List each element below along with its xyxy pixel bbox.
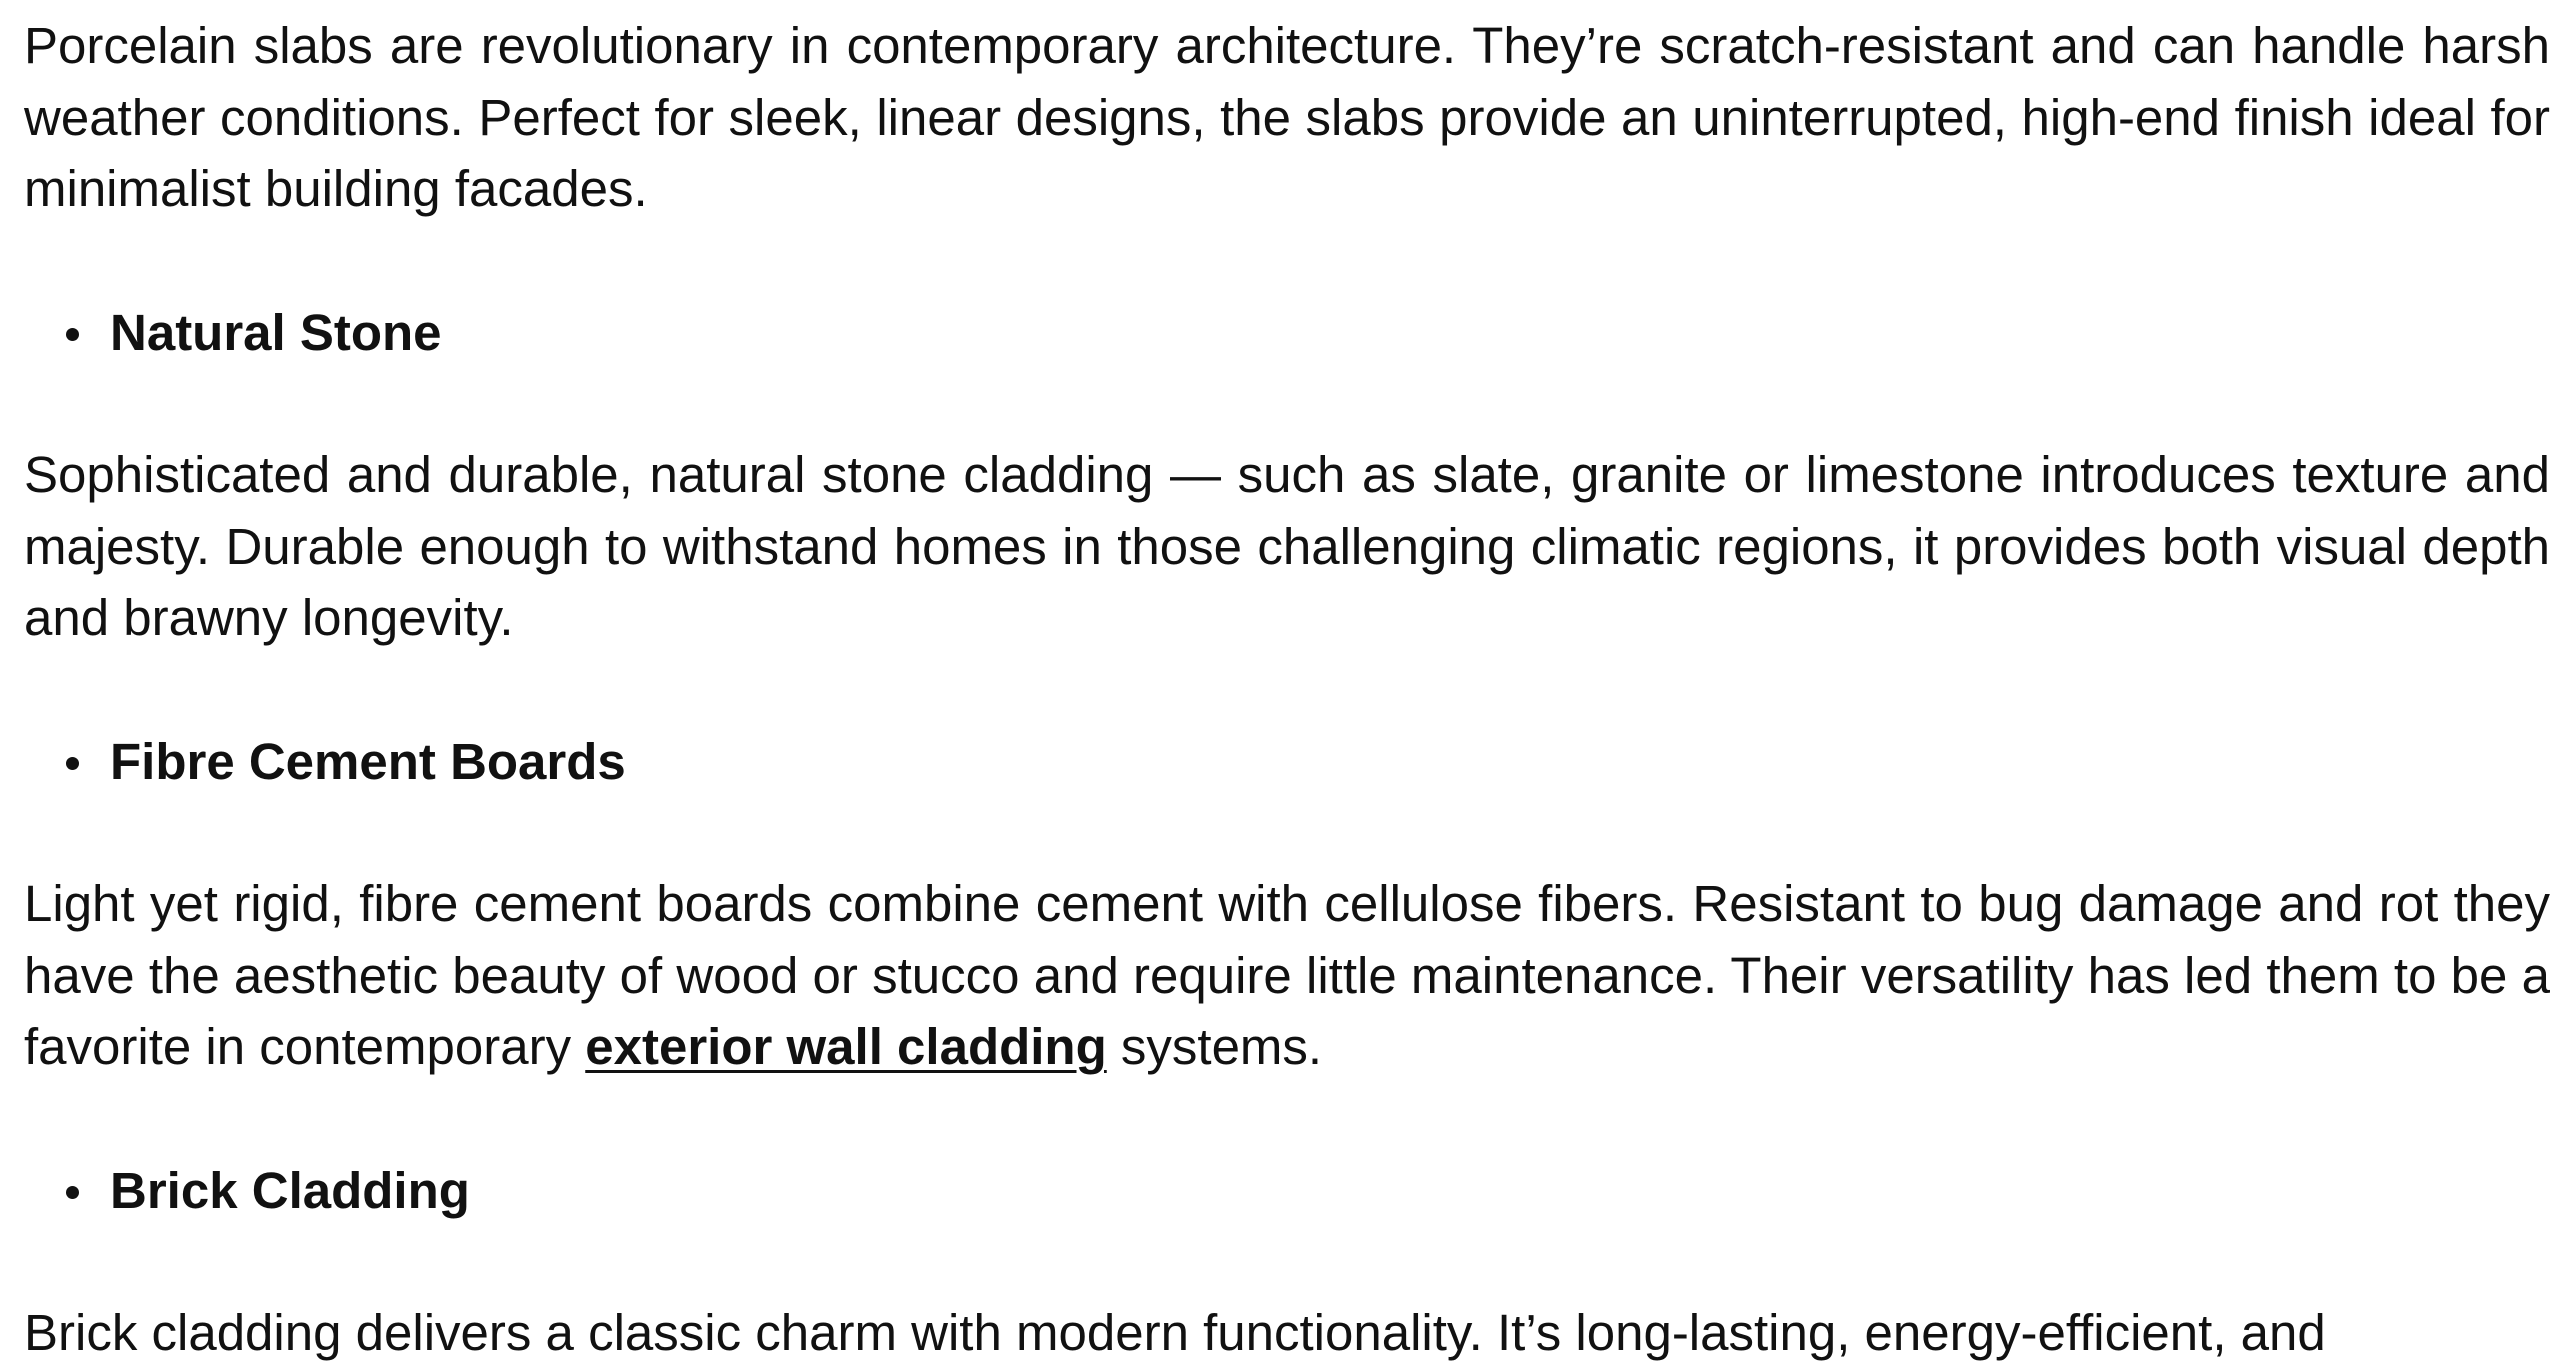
porcelain-paragraph: Porcelain slabs are revolutionary in contemporary architecture. They’re scratch-resistant and can handle harsh weather conditions. Perfect for sleek, linear designs, the slabs provide an uninterrupted, high-end finish ideal for minimalist building facades. — [24, 17, 2550, 217]
heading-label: Fibre Cement Boards — [110, 732, 626, 790]
brick-cladding-paragraph: Brick cladding delivers a classic charm with modern functionality. It’s long-lasting, energy-efficient, and — [24, 1304, 2326, 1361]
paragraph-text: systems. — [1106, 1018, 1323, 1075]
heading-brick-cladding — [24, 1155, 2550, 1227]
fibre-cement-paragraph — [24, 868, 2550, 1083]
bullet-icon — [66, 757, 79, 770]
bullet-icon — [66, 328, 79, 341]
spacer — [24, 225, 2550, 297]
article-content — [24, 10, 2550, 1369]
spacer — [24, 368, 2550, 439]
heading-list — [24, 1155, 2550, 1227]
spacer — [24, 797, 2550, 868]
paragraph-text: Light yet rigid, fibre cement boards combine cement with cellulose fibers. Resistant to bug damage and rot they have the aesthetic beauty of wood or stucco and require little maintenance. Their versatility has led them to be a favorite in contemporary — [24, 875, 2550, 1075]
bullet-icon — [66, 1186, 79, 1199]
heading-natural-stone — [24, 297, 2550, 369]
natural-stone-paragraph: Sophisticated and durable, natural stone cladding — such as slate, granite or limestone introduces texture and majesty. Durable enough to withstand homes in those challenging climatic regions, it provides both visual depth and brawny longevity. — [24, 446, 2550, 646]
heading-label: Natural Stone — [110, 303, 442, 361]
spacer — [24, 1083, 2550, 1155]
heading-fibre-cement-boards — [24, 726, 2550, 798]
heading-label: Brick Cladding — [110, 1161, 470, 1219]
spacer — [24, 654, 2550, 726]
heading-list — [24, 726, 2550, 798]
spacer — [24, 1226, 2550, 1297]
exterior-wall-cladding-link[interactable]: exterior wall cladding — [585, 1018, 1107, 1075]
heading-list — [24, 297, 2550, 369]
